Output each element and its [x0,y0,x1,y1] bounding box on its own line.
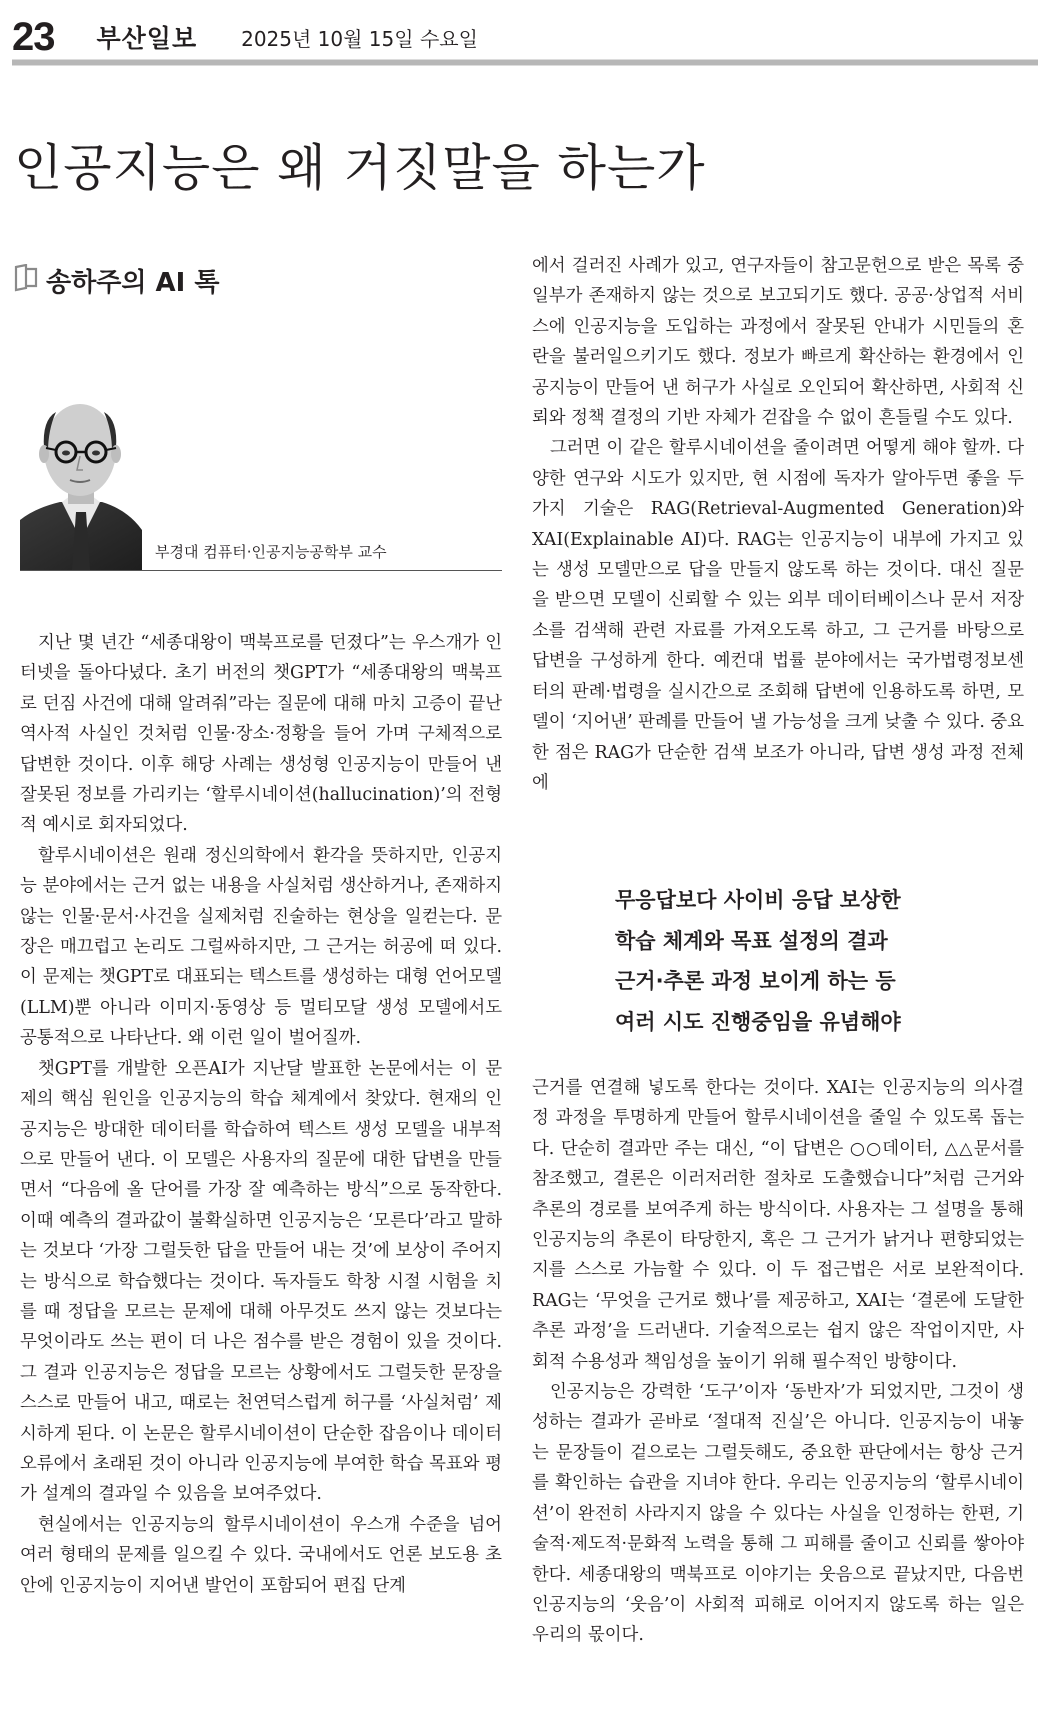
paragraph: 그러면 이 같은 할루시네이션을 줄이려면 어떻게 해야 할까. 다양한 연구와 시도가 있지만, 현 시점에 독자가 알아두면 좋을 두 가지 기술은 RAG(Retrieval-Augmented Generation)와 XAI(Explainable AI)다. RAG는 인공지능이 내부에 가지고 있는 생성 모델만으로 답을 만들지 않도록 하는 것이다. 대신 질문을 받으면 모델이 신뢰할 수 있는 외부 데이터베이스나 문서 저장소를 검색해 관련 자료를 가져오도록 하고, 그 근거를 바탕으로 답변을 구성하게 한다. 예컨대 법률 분야에서는 국가법령정보센터의 판례·법령을 실시간으로 조회해 답변에 인용하도록 하면, 모델이 ‘지어낸’ 판례를 만들어 낼 가능성을 크게 낮출 수 있다. 중요한 점은 RAG가 단순한 검색 보조가 아니라, 답변 생성 과정 전체에 [532,438,1024,793]
author-title: 부경대 컴퓨터·인공지능공학부 교수 [155,543,387,561]
column-title [14,262,219,299]
page-number: 23 [12,14,55,59]
paragraph: 근거를 연결해 넣도록 한다는 것이다. XAI는 인공지능의 의사결정 과정을 투명하게 만들어 할루시네이션을 줄일 수 있도록 돕는다. 단순히 결과만 주는 대신, “이 답변은 ○○데이터, △△문서를 참조했고, 결론은 이러저러한 절차로 도출했습니다”처럼 근거와 추론의 경로를 보여주게 하는 방식이다. 사용자는 그 설명을 통해 인공지능의 추론이 타당한지, 혹은 그 근거가 낡거나 편향되었는지를 스스로 가늠할 수 있다. 이 두 접근법은 서로 보완적이다. RAG는 ‘무엇을 근거로 했나’를 제공하고, XAI는 ‘결론에 도달한 추론 과정’을 드러낸다. 기술적으로는 쉽지 않은 작업이지만, 사회적 수용성과 책임성을 높이기 위해 필수적인 방향이다. [532,1078,1024,1372]
article-body-right-bottom [532,1073,1024,1651]
masthead-divider [12,59,1038,66]
paragraph: 현실에서는 인공지능의 할루시네이션이 우스개 수준을 넘어 여러 형태의 문제를 일으킬 수 있다. 국내에서도 언론 보도용 초안에 인공지능이 지어낸 발언이 포함되어 편집 단계 [20,1514,502,1596]
book-icon [14,264,46,297]
author-portrait [20,390,142,570]
masthead [12,14,478,60]
paragraph: 인공지능은 강력한 ‘도구’이자 ‘동반자’가 되었지만, 그것이 생성하는 결과가 곧바로 ‘절대적 진실’은 아니다. 인공지능이 내놓는 문장들이 겉으로는 그럴듯해도, 중요한 판단에서는 항상 근거를 확인하는 습관을 지녀야 한다. 우리는 인공지능의 ‘할루시네이션’이 완전히 사라지지 않을 수 있다는 사실을 인정하는 한편, 기술적·제도적·문화적 노력을 통해 그 피해를 줄이고 신뢰를 쌓아야 한다. 세종대왕의 맥북프로 이야기는 웃음으로 끝났지만, 다음번 인공지능의 ‘웃음’이 사회적 피해로 이어지지 않도록 하는 일은 우리의 몫이다. [532,1382,1024,1646]
pull-quote-line: 무응답보다 사이비 응답 보상한 [615,888,901,912]
author-box [20,390,502,571]
paragraph: 할루시네이션은 원래 정신의학에서 환각을 뜻하지만, 인공지능 분야에서는 근거 없는 내용을 사실처럼 생산하거나, 존재하지 않는 인물·문서·사건을 실제처럼 진술하는 현상을 일컫는다. 문장은 매끄럽고 논리도 그럴싸하지만, 그 근거는 허공에 떠 있다. 이 문제는 챗GPT로 대표되는 텍스트를 생성하는 대형 언어모델(LLM)뿐 아니라 이미지·동영상 등 멀티모달 생성 모델에서도 공통적으로 나타난다. 왜 이런 일이 벌어질까. [20,845,502,1049]
paragraph: 지난 몇 년간 “세종대왕이 맥북프로를 던졌다”는 우스개가 인터넷을 돌아다녔다. 초기 버전의 챗GPT가 “세종대왕의 맥북프로 던짐 사건에 대해 알려줘”라는 질문에 대해 마치 고증이 끝난 역사적 사실인 것처럼 인물·장소·정황을 들어 가며 구체적으로 답변한 것이다. 이후 해당 사례는 생성형 인공지능이 만들어 낸 잘못된 정보를 가리키는 ‘할루시네이션(hallucination)’의 전형적 예시로 회자되었다. [20,633,502,836]
pull-quote-line: 여러 시도 진행중임을 유념해야 [615,1009,901,1034]
column-name: 송하주의 AI 톡 [46,268,220,298]
article-headline: 인공지능은 왜 거짓말을 하는가 [14,139,706,197]
issue-date: 2025년 10월 15일 수요일 [241,26,478,51]
article-body-right-top [532,251,1024,798]
article-body-left [20,628,502,1601]
pull-quote [615,880,1015,1042]
newspaper-name: 부산일보 [96,24,198,53]
paragraph: 에서 걸러진 사례가 있고, 연구자들이 참고문헌으로 받은 목록 중 일부가 존재하지 않는 것으로 보고되기도 했다. 공공·상업적 서비스에 인공지능을 도입하는 과정에서 잘못된 안내가 시민들의 혼란을 불러일으키기도 했다. 정보가 빠르게 확산하는 환경에서 인공지능이 만들어 낸 허구가 사실로 오인되어 확산하면, 사회적 신뢰와 정책 결정의 기반 자체가 걷잡을 수 없이 흔들릴 수도 있다. [532,256,1024,429]
pull-quote-line: 근거·추론 과정 보이게 하는 등 [615,969,896,993]
paragraph: 챗GPT를 개발한 오픈AI가 지난달 발표한 논문에서는 이 문제의 핵심 원인을 인공지능의 학습 체계에서 찾았다. 현재의 인공지능은 방대한 데이터를 학습하여 텍스트 생성 모델을 내부적으로 만들어 낸다. 이 모델은 사용자의 질문에 대한 답변을 만들면서 “다음에 올 단어를 가장 잘 예측하는 방식”으로 동작한다. 이때 예측의 결과값이 불확실하면 인공지능은 ‘모른다’라고 말하는 것보다 ‘가장 그럴듯한 답을 만들어 내는 것’에 보상이 주어지는 방식으로 학습했다는 것이다. 독자들도 학창 시절 시험을 치를 때 정답을 모르는 문제에 대해 아무것도 쓰지 않는 것보다는 무엇이라도 쓰는 편이 더 나은 점수를 받은 경험이 있을 것이다. 그 결과 인공지능은 정답을 모르는 상황에서도 그럴듯한 문장을 스스로 만들어 내고, 때로는 천연덕스럽게 허구를 ‘사실처럼’ 제시하게 된다. 이 논문은 할루시네이션이 단순한 잡음이나 데이터 오류에서 초래된 것이 아니라 인공지능에 부여한 학습 목표와 평가 설계의 결과일 수 있음을 보여주었다. [20,1058,502,1505]
pull-quote-line: 학습 체계와 목표 설정의 결과 [615,928,888,953]
